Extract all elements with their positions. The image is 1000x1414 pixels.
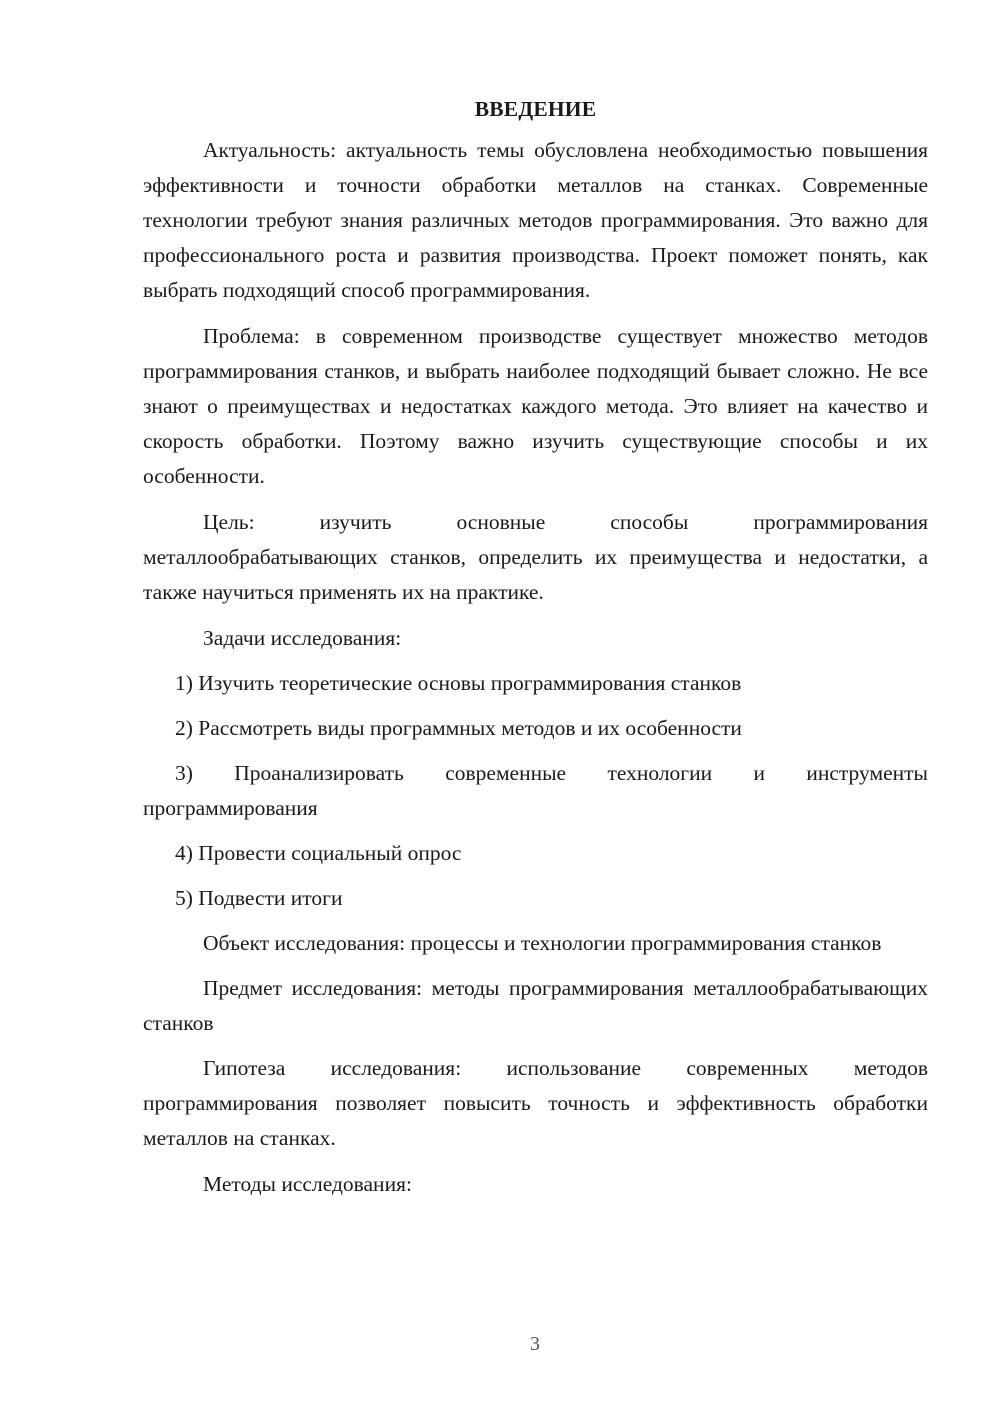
paragraph-goal: Цель: изучить основные способы программирования металлообрабатывающих станков, определить их преимущества и недостатки, а также научиться применять их на практике. (143, 510, 928, 604)
task-item-3: 3) Проанализировать современные технологии и инструменты программирования (143, 761, 928, 820)
tasks-heading: Задачи исследования: (203, 626, 402, 650)
task-item-2: 2) Рассмотреть виды программных методов и их особенности (175, 716, 742, 740)
document-page (143, 92, 928, 1202)
page-number: 3 (530, 1333, 540, 1355)
paragraph-object: Объект исследования: процессы и технологии программирования станков (203, 931, 882, 955)
task-item-4: 4) Провести социальный опрос (175, 841, 462, 865)
paragraph-subject: Предмет исследования: методы программирования металлообрабатывающих станков (143, 976, 928, 1035)
paragraph-problem: Проблема: в современном производстве существует множество методов программирования станков, и выбрать наиболее подходящий бывает сложно. Не все знают о преимуществах и недостатках каждого метода. Это влияет на качество и скорость обработки. Поэтому важно изучить существующие способы и их особенности. (143, 324, 928, 488)
paragraph-relevance: Актуальность: актуальность темы обусловлена необходимостью повышения эффективности и точности обработки металлов на станках. Современные технологии требуют знания различных методов программирования. Это важно для профессионального роста и развития производства. Проект поможет понять, как выбрать подходящий способ программирования. (143, 138, 928, 302)
paragraph-hypothesis: Гипотеза исследования: использование современных методов программирования позволяет повысить точность и эффективность обработки металлов на станках. (143, 1056, 928, 1150)
task-item-5: 5) Подвести итоги (175, 886, 343, 910)
methods-heading: Методы исследования: (203, 1172, 412, 1196)
task-item-1: 1) Изучить теоретические основы программирования станков (175, 671, 742, 695)
page-title: ВВЕДЕНИЕ (474, 97, 597, 121)
